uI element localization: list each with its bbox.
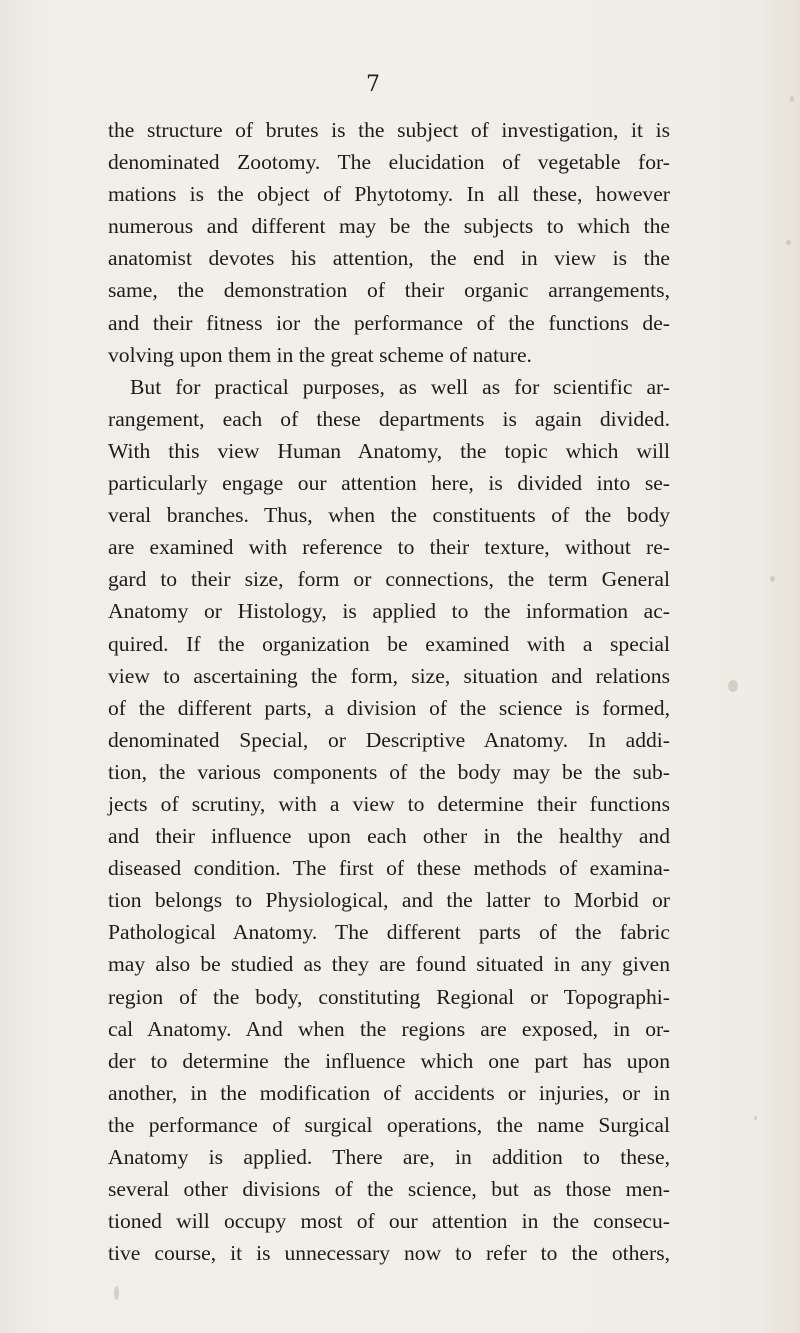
text-line: Anatomy or Histology, is applied to the information ac-: [108, 599, 670, 624]
text-line: Anatomy is applied. There are, in addition to these,: [108, 1145, 670, 1169]
text-line: region of the body, constituting Regional or Topographi-: [108, 984, 670, 1009]
paper-speck: [114, 1286, 119, 1300]
text-line: of the different parts, a division of the science is formed,: [108, 695, 670, 720]
paragraph-1: [108, 114, 670, 371]
paper-speck: [770, 576, 775, 582]
body-text: [108, 114, 670, 1269]
text-line: denominated Special, or Descriptive Anatomy. In addi-: [108, 727, 670, 752]
text-line: With this view Human Anatomy, the topic which will: [108, 438, 670, 463]
text-line: particularly engage our attention here, is divided into se-: [108, 471, 670, 496]
paper-speck: [754, 1116, 757, 1120]
text-line: several other divisions of the science, but as those men-: [108, 1177, 670, 1202]
text-line: same, the demonstration of their organic arrangements,: [108, 278, 670, 303]
text-line: tioned will occupy most of our attention in the consecu-: [108, 1209, 670, 1234]
text-line: mations is the object of Phytotomy. In all these, however: [108, 182, 670, 207]
text-line: tion belongs to Physiological, and the latter to Morbid or: [108, 888, 670, 913]
text-line: are examined with reference to their texture, without re-: [108, 535, 670, 560]
text-line: the structure of brutes is the subject of investigation, it is: [108, 118, 670, 142]
text-line: tion, the various components of the body may be the sub-: [108, 759, 670, 784]
text-line: gard to their size, form or connections, the term General: [108, 567, 670, 592]
text-line: veral branches. Thus, when the constituents of the body: [108, 503, 670, 528]
text-line: the performance of surgical operations, the name Surgical: [108, 1112, 670, 1137]
text-line: view to ascertaining the form, size, situation and relations: [108, 663, 670, 688]
text-line: and their fitness ior the performance of the functions de-: [108, 310, 670, 335]
page-number: 7: [366, 72, 380, 97]
text-line: jects of scrutiny, with a view to determine their functions: [108, 791, 670, 816]
paragraph-2: [108, 371, 670, 1270]
text-line: numerous and different may be the subjects to which the: [108, 214, 670, 239]
text-line: may also be studied as they are found situated in any given: [108, 952, 670, 977]
text-line: Pathological Anatomy. The different parts of the fabric: [108, 920, 670, 945]
text-line: quired. If the organization be examined with a special: [108, 631, 670, 656]
text-line: tive course, it is unnecessary now to refer to the others,: [108, 1241, 670, 1266]
text-line: denominated Zootomy. The elucidation of vegetable for-: [108, 150, 670, 175]
paper-speck: [790, 96, 794, 102]
text-line: volving upon them in the great scheme of nature.: [108, 342, 532, 367]
text-line: anatomist devotes his attention, the end in view is the: [108, 246, 670, 271]
text-line: But for practical purposes, as well as for scientific ar-: [130, 374, 670, 399]
text-line: der to determine the influence which one part has upon: [108, 1048, 670, 1073]
text-line: another, in the modification of accidents or injuries, or in: [108, 1080, 670, 1105]
text-line: cal Anatomy. And when the regions are exposed, in or-: [108, 1016, 670, 1041]
text-line: diseased condition. The first of these methods of examina-: [108, 856, 670, 881]
paper-speck: [728, 680, 738, 692]
paper-speck: [786, 240, 791, 245]
text-line: and their influence upon each other in the healthy and: [108, 824, 670, 849]
text-line: rangement, each of these departments is again divided.: [108, 406, 670, 431]
